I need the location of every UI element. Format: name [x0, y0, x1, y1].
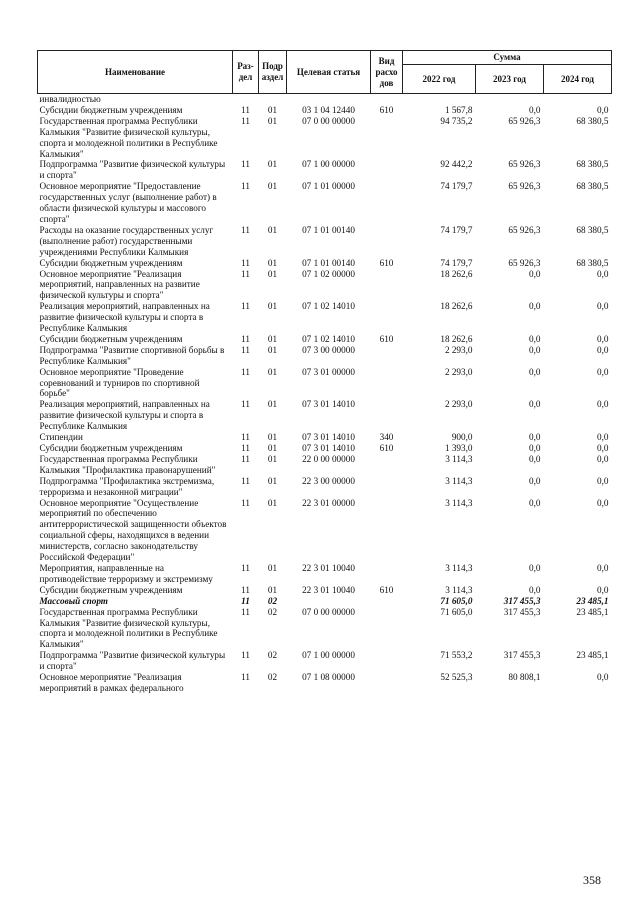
row-razdel-cell: 11: [241, 257, 250, 268]
row-podrazdel-cell: 02: [267, 672, 278, 683]
row-name-cell: Субсидии бюджетным учреждениям: [39, 333, 183, 344]
row-podrazdel-cell: 01: [267, 301, 278, 312]
row-sum-2022-cell: 3 114,3: [445, 453, 473, 464]
header-summa: Сумма: [403, 51, 612, 65]
row-razdel-cell: 11: [241, 584, 250, 595]
row-vid-cell: 340: [379, 432, 394, 443]
row-sum-2022-cell: 71 605,0: [440, 595, 473, 606]
row-sum-2024-cell: 0,0: [597, 399, 609, 410]
row-sum-2024-cell: 23 485,1: [576, 606, 609, 617]
row-name-cell: Расходы на оказание государственных услуг (выполнение работ) государственными учреждениями Республики Калмыкия: [39, 224, 214, 257]
row-vid-cell: [371, 454, 403, 476]
row-razdel-cell: 11: [241, 432, 250, 443]
row-sum-2023-cell: 0,0: [529, 432, 541, 443]
row-sum-2024-cell: 68 380,5: [576, 115, 609, 126]
row-celevaya-cell: 07 1 02 00000: [302, 268, 355, 279]
row-celevaya-cell: 07 1 01 00000: [302, 181, 355, 192]
row-vid-cell: [371, 607, 403, 651]
row-vid-cell: [371, 596, 403, 607]
row-sum-2024-cell: 68 380,5: [576, 257, 609, 268]
row-razdel-cell: 11: [241, 159, 250, 170]
row-sum-2023-cell: 0,0: [529, 344, 541, 355]
row-name-cell: Основное мероприятие "Реализация мероприятий в рамках федерального: [39, 672, 184, 693]
row-celevaya-cell: 07 3 01 00000: [302, 366, 355, 377]
row-name-cell: Субсидии бюджетным учреждениям: [39, 584, 183, 595]
row-sum-2023-cell: 0,0: [529, 366, 541, 377]
row-vid-cell: [371, 269, 403, 302]
header-name: Наименование: [38, 51, 233, 94]
row-vid-cell: [371, 94, 403, 105]
row-vid-cell: 610: [379, 584, 394, 595]
row-vid-cell: [371, 181, 403, 225]
row-sum-2023-cell: 65 926,3: [508, 159, 541, 170]
row-sum-2024-cell: 0,0: [597, 366, 609, 377]
row-sum-2023-cell: 0,0: [529, 584, 541, 595]
table-row: [38, 607, 612, 651]
row-razdel-cell: 11: [241, 115, 250, 126]
table-row: [38, 443, 612, 454]
table-row: [38, 225, 612, 258]
header-celevaya-statya: Целевая статья: [287, 51, 371, 94]
row-celevaya-cell: 07 1 01 00140: [302, 224, 355, 235]
row-sum-2022-cell: 92 442,2: [440, 159, 473, 170]
row-podrazdel-cell: 01: [267, 257, 278, 268]
row-name-cell: Основное мероприятие "Реализация мероприятий, направленных на развитие физической культуры и спорта": [39, 268, 200, 301]
row-sum-2022-cell: 3 114,3: [445, 475, 473, 486]
row-sum-2022-cell: [403, 94, 476, 105]
table-row: [38, 94, 612, 105]
row-name-cell: Подпрограмма "Развитие физической культуры и спорта": [39, 650, 226, 672]
row-vid-cell: 610: [379, 443, 394, 453]
budget-table-page: [37, 50, 611, 694]
row-sum-2024-cell: 0,0: [597, 344, 609, 355]
page-number: 358: [583, 873, 601, 887]
row-razdel-cell: [233, 94, 259, 105]
row-sum-2023-cell: 0,0: [529, 301, 541, 312]
table-row: [38, 596, 612, 607]
row-razdel-cell: 11: [241, 224, 250, 235]
row-podrazdel-cell: 01: [267, 443, 278, 453]
row-celevaya-cell: 22 3 00 00000: [302, 475, 355, 486]
row-vid-cell: [371, 345, 403, 367]
row-podrazdel-cell: 01: [267, 224, 278, 235]
table-row: [38, 159, 612, 181]
row-sum-2023-cell: 317 455,3: [503, 650, 541, 661]
row-razdel-cell: 11: [241, 650, 250, 661]
row-vid-cell: 610: [379, 104, 394, 115]
row-razdel-cell: 11: [241, 268, 250, 279]
row-sum-2022-cell: 18 262,6: [440, 301, 473, 312]
table-row: [38, 269, 612, 302]
row-vid-cell: [371, 563, 403, 585]
row-sum-2024-cell: 23 485,1: [576, 650, 609, 661]
row-podrazdel-cell: 01: [267, 366, 278, 377]
row-podrazdel-cell: 01: [267, 115, 278, 126]
row-razdel-cell: 11: [241, 497, 250, 508]
row-vid-cell: [371, 301, 403, 334]
row-vid-cell: [371, 159, 403, 181]
row-celevaya-cell: 22 3 01 00000: [302, 497, 355, 508]
row-name-cell: Массовый спорт: [39, 595, 108, 606]
row-name-cell: Основное мероприятие "Проведение соревнований и турниров по спортивной борьбе": [39, 366, 200, 399]
row-podrazdel-cell: 02: [267, 606, 278, 617]
header-razdel: Раз-дел: [233, 51, 259, 94]
row-sum-2023-cell: 65 926,3: [508, 115, 541, 126]
row-sum-2022-cell: 94 735,2: [440, 115, 473, 126]
row-sum-2023-cell: 0,0: [529, 104, 541, 115]
row-sum-2024-cell: 0,0: [597, 453, 609, 464]
row-sum-2024-cell: 0,0: [597, 104, 609, 115]
row-sum-2023-cell: 65 926,3: [508, 224, 541, 235]
row-podrazdel-cell: 01: [267, 104, 278, 115]
row-name-cell: Субсидии бюджетным учреждениям: [39, 104, 183, 115]
row-vid-cell: 610: [379, 333, 394, 344]
row-sum-2024-cell: 0,0: [597, 672, 609, 683]
row-podrazdel-cell: 01: [267, 562, 278, 573]
row-name-cell: Основное мероприятие "Предоставление государственных услуг (выполнение работ) в области физической культуры и массового спорта": [39, 181, 217, 224]
row-sum-2023-cell: 0,0: [529, 453, 541, 464]
table-row: [38, 345, 612, 367]
row-sum-2024-cell: [544, 94, 612, 105]
table-row: [38, 454, 612, 476]
row-sum-2024-cell: 68 380,5: [576, 181, 609, 192]
row-podrazdel-cell: 01: [267, 453, 278, 464]
row-razdel-cell: 11: [241, 606, 250, 617]
row-name-cell: Субсидии бюджетным учреждениям: [39, 257, 183, 268]
table-row: [38, 334, 612, 345]
row-sum-2024-cell: 0,0: [597, 432, 609, 443]
table-row: [38, 498, 612, 563]
row-sum-2023-cell: 0,0: [529, 333, 541, 344]
row-podrazdel-cell: 02: [267, 595, 278, 606]
header-year-2024: 2024 год: [544, 65, 612, 94]
row-celevaya-cell: 07 1 00 00000: [302, 650, 355, 661]
row-celevaya-cell: 22 3 01 10040: [302, 584, 355, 595]
row-name-cell: Подпрограмма "Профилактика экстремизма, терроризма и незаконной миграции": [39, 475, 215, 497]
table-row: [38, 650, 612, 672]
row-sum-2022-cell: 2 293,0: [444, 344, 473, 355]
row-sum-2023-cell: 0,0: [529, 399, 541, 410]
header-year-2022: 2022 год: [403, 65, 476, 94]
row-celevaya-cell: 22 3 01 10040: [302, 562, 355, 573]
row-sum-2022-cell: 2 293,0: [444, 399, 473, 410]
row-sum-2023-cell: 65 926,3: [508, 181, 541, 192]
row-celevaya-cell: [287, 94, 371, 105]
table-row: [38, 672, 612, 694]
row-razdel-cell: 11: [241, 301, 250, 312]
row-podrazdel-cell: 01: [267, 432, 278, 443]
row-podrazdel-cell: 01: [267, 584, 278, 595]
row-sum-2024-cell: 23 485,1: [576, 595, 609, 606]
row-vid-cell: [371, 225, 403, 258]
row-sum-2022-cell: 900,0: [451, 432, 473, 443]
row-razdel-cell: 11: [241, 344, 250, 355]
row-sum-2023-cell: 80 808,1: [508, 672, 541, 683]
row-sum-2023-cell: [476, 94, 544, 105]
row-sum-2022-cell: 18 262,6: [440, 268, 473, 279]
row-celevaya-cell: 07 3 01 14010: [302, 432, 355, 443]
row-celevaya-cell: 07 3 01 14010: [302, 443, 355, 453]
row-sum-2023-cell: 0,0: [529, 475, 541, 486]
row-celevaya-cell: 07 1 01 00140: [302, 257, 355, 268]
row-podrazdel-cell: 01: [267, 181, 278, 192]
row-name-cell: Стипендии: [39, 432, 83, 443]
row-name-cell: Государственная программа Республики Калмыкия "Развитие физической культуры, спорта и молодежной политики в Республике Калмыкия": [39, 115, 218, 159]
row-podrazdel-cell: 01: [267, 399, 278, 410]
row-sum-2024-cell: 68 380,5: [576, 224, 609, 235]
row-podrazdel-cell: 01: [267, 497, 278, 508]
row-sum-2024-cell: 0,0: [597, 301, 609, 312]
row-podrazdel-cell: [259, 94, 287, 105]
table-row: [38, 399, 612, 432]
row-razdel-cell: 11: [241, 181, 250, 192]
row-sum-2023-cell: 65 926,3: [508, 257, 541, 268]
row-vid-cell: [371, 367, 403, 400]
row-celevaya-cell: 03 1 04 12440: [302, 104, 355, 115]
row-sum-2024-cell: 0,0: [597, 475, 609, 486]
row-podrazdel-cell: 01: [267, 268, 278, 279]
row-celevaya-cell: 07 0 00 00000: [302, 606, 355, 617]
row-sum-2024-cell: 68 380,5: [576, 159, 609, 170]
row-vid-cell: [371, 116, 403, 160]
row-name-cell: инвалидностью: [39, 94, 101, 104]
row-vid-cell: [371, 476, 403, 498]
row-sum-2024-cell: 0,0: [597, 443, 609, 453]
row-razdel-cell: 11: [241, 443, 250, 453]
row-sum-2022-cell: 3 114,3: [445, 584, 473, 595]
row-sum-2022-cell: 52 525,3: [440, 672, 473, 683]
row-vid-cell: 610: [379, 257, 394, 268]
row-sum-2024-cell: 0,0: [597, 268, 609, 279]
header-vid-rashodov: Вид расхо дов: [371, 51, 403, 94]
row-sum-2022-cell: 18 262,6: [440, 333, 473, 344]
header-podrazdel: Подр аздел: [259, 51, 287, 94]
row-sum-2022-cell: 2 293,0: [444, 366, 473, 377]
table-row: [38, 563, 612, 585]
row-sum-2023-cell: 0,0: [529, 497, 541, 508]
table-row: [38, 432, 612, 443]
table-row: [38, 585, 612, 596]
row-razdel-cell: 11: [241, 333, 250, 344]
row-name-cell: Государственная программа Республики Калмыкия "Развитие физической культуры, спорта и молодежной политики в Республике Калмыкия": [39, 606, 218, 650]
row-razdel-cell: 11: [241, 453, 250, 464]
table-row: [38, 301, 612, 334]
row-vid-cell: [371, 650, 403, 672]
row-razdel-cell: 11: [241, 104, 250, 115]
row-celevaya-cell: 07 1 02 14010: [302, 301, 355, 312]
row-sum-2022-cell: 3 114,3: [445, 497, 473, 508]
row-sum-2023-cell: 0,0: [529, 443, 541, 453]
row-name-cell: Основное мероприятие "Осуществление мероприятий по обеспечению антитеррористической защищенности объектов социальной сферы, находящихся в ведении министерств, согласно законодательству Российской Федерации": [39, 497, 227, 563]
row-celevaya-cell: [287, 596, 371, 607]
row-sum-2022-cell: 1 393,0: [444, 443, 473, 453]
row-name-cell: Реализация мероприятий, направленных на развитие физической культуры и спорта в Республике Калмыкия: [39, 399, 210, 432]
row-podrazdel-cell: 01: [267, 344, 278, 355]
row-name-cell: Государственная программа Республики Калмыкия "Профилактика правонарушений": [39, 453, 216, 475]
row-razdel-cell: 11: [241, 562, 250, 573]
row-name-cell: Подпрограмма "Развитие спортивной борьбы в Республике Калмыкия": [39, 344, 225, 366]
row-celevaya-cell: 22 0 00 00000: [302, 453, 355, 464]
row-razdel-cell: 11: [241, 366, 250, 377]
row-sum-2022-cell: 71 553,2: [440, 650, 473, 661]
row-celevaya-cell: 07 3 00 00000: [302, 344, 355, 355]
table-body: [38, 94, 612, 694]
row-sum-2024-cell: 0,0: [597, 584, 609, 595]
table-row: [38, 367, 612, 400]
row-sum-2023-cell: 0,0: [529, 268, 541, 279]
row-sum-2024-cell: 0,0: [597, 562, 609, 573]
row-sum-2024-cell: 0,0: [597, 333, 609, 344]
table-row: [38, 476, 612, 498]
row-podrazdel-cell: 01: [267, 333, 278, 344]
row-razdel-cell: 11: [241, 475, 250, 486]
table-row: [38, 181, 612, 225]
row-celevaya-cell: 07 0 00 00000: [302, 115, 355, 126]
row-sum-2023-cell: 0,0: [529, 562, 541, 573]
row-podrazdel-cell: 01: [267, 159, 278, 170]
row-razdel-cell: 11: [241, 595, 250, 606]
row-sum-2022-cell: 74 179,7: [440, 257, 473, 268]
row-celevaya-cell: 07 1 00 00000: [302, 159, 355, 170]
row-sum-2023-cell: 317 455,3: [503, 595, 541, 606]
row-vid-cell: [371, 672, 403, 694]
row-sum-2022-cell: 74 179,7: [440, 181, 473, 192]
row-podrazdel-cell: 01: [267, 475, 278, 486]
row-celevaya-cell: 07 3 01 14010: [302, 399, 355, 410]
row-celevaya-cell: 07 1 08 00000: [302, 672, 355, 683]
row-sum-2022-cell: 1 567,8: [444, 104, 473, 115]
row-celevaya-cell: 07 1 02 14010: [302, 333, 355, 344]
row-sum-2022-cell: 71 605,0: [440, 606, 473, 617]
row-sum-2022-cell: 3 114,3: [445, 562, 473, 573]
budget-table: [37, 50, 612, 694]
table-row: [38, 258, 612, 269]
row-razdel-cell: 11: [241, 399, 250, 410]
row-sum-2024-cell: 0,0: [597, 497, 609, 508]
table-row: [38, 116, 612, 160]
row-razdel-cell: 11: [241, 672, 250, 683]
row-vid-cell: [371, 399, 403, 432]
row-podrazdel-cell: 02: [267, 650, 278, 661]
header-year-2023: 2023 год: [476, 65, 544, 94]
table-row: [38, 105, 612, 116]
row-sum-2023-cell: 317 455,3: [503, 606, 541, 617]
row-vid-cell: [371, 498, 403, 563]
row-name-cell: Подпрограмма "Развитие физической культуры и спорта": [39, 159, 226, 181]
row-sum-2022-cell: 74 179,7: [440, 224, 473, 235]
row-name-cell: Мероприятия, направленные на противодействие терроризму и экстремизму: [39, 562, 213, 584]
row-name-cell: Реализация мероприятий, направленных на развитие физической культуры и спорта в Республике Калмыкия: [39, 301, 210, 334]
row-name-cell: Субсидии бюджетным учреждениям: [39, 443, 183, 453]
